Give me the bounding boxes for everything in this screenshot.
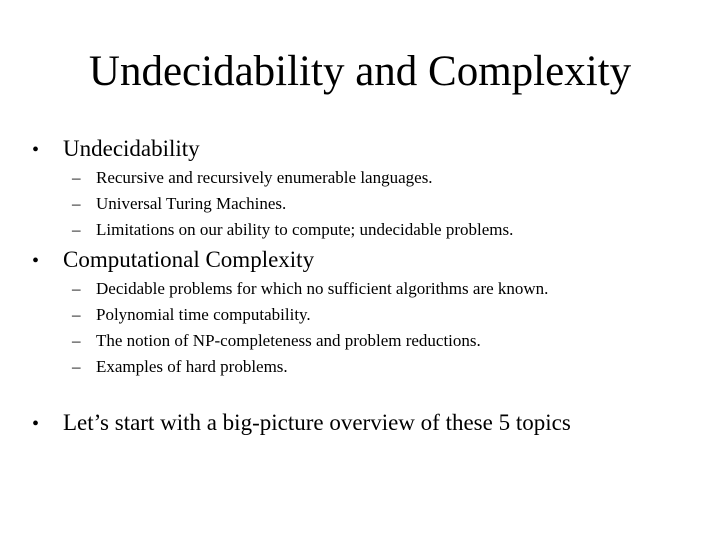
sub-item-text: The notion of NP-completeness and problem reductions.	[96, 331, 481, 350]
closing-text: Let’s start with a big-picture overview of these 5 topics	[63, 410, 571, 435]
sub-item-text: Decidable problems for which no sufficient algorithms are known.	[96, 279, 549, 298]
bullet-computational-complexity	[32, 246, 314, 275]
dash-icon: –	[72, 168, 81, 187]
bullet-heading: Undecidability	[63, 136, 200, 161]
sub-item	[72, 330, 481, 352]
bullet-icon: •	[32, 413, 40, 435]
bullet-undecidability	[32, 135, 200, 164]
dash-icon: –	[72, 357, 81, 376]
dash-icon: –	[72, 305, 81, 324]
bullet-closing	[32, 409, 571, 438]
sub-item	[72, 356, 288, 378]
sub-item	[72, 304, 311, 326]
bullet-heading: Computational Complexity	[63, 247, 315, 272]
dash-icon: –	[72, 194, 81, 213]
dash-icon: –	[72, 279, 81, 298]
sub-item	[72, 219, 513, 241]
sub-item-text: Recursive and recursively enumerable languages.	[96, 168, 433, 187]
bullet-icon: •	[32, 139, 40, 161]
sub-item-text: Examples of hard problems.	[96, 357, 288, 376]
sub-item	[72, 278, 548, 300]
sub-item	[72, 193, 286, 215]
sub-item	[72, 167, 433, 189]
sub-item-text: Limitations on our ability to compute; undecidable problems.	[96, 220, 514, 239]
bullet-icon: •	[32, 250, 40, 272]
dash-icon: –	[72, 331, 81, 350]
sub-item-text: Universal Turing Machines.	[96, 194, 287, 213]
dash-icon: –	[72, 220, 81, 239]
sub-item-text: Polynomial time computability.	[96, 305, 311, 324]
slide-title: Undecidability and Complexity	[88, 48, 632, 95]
